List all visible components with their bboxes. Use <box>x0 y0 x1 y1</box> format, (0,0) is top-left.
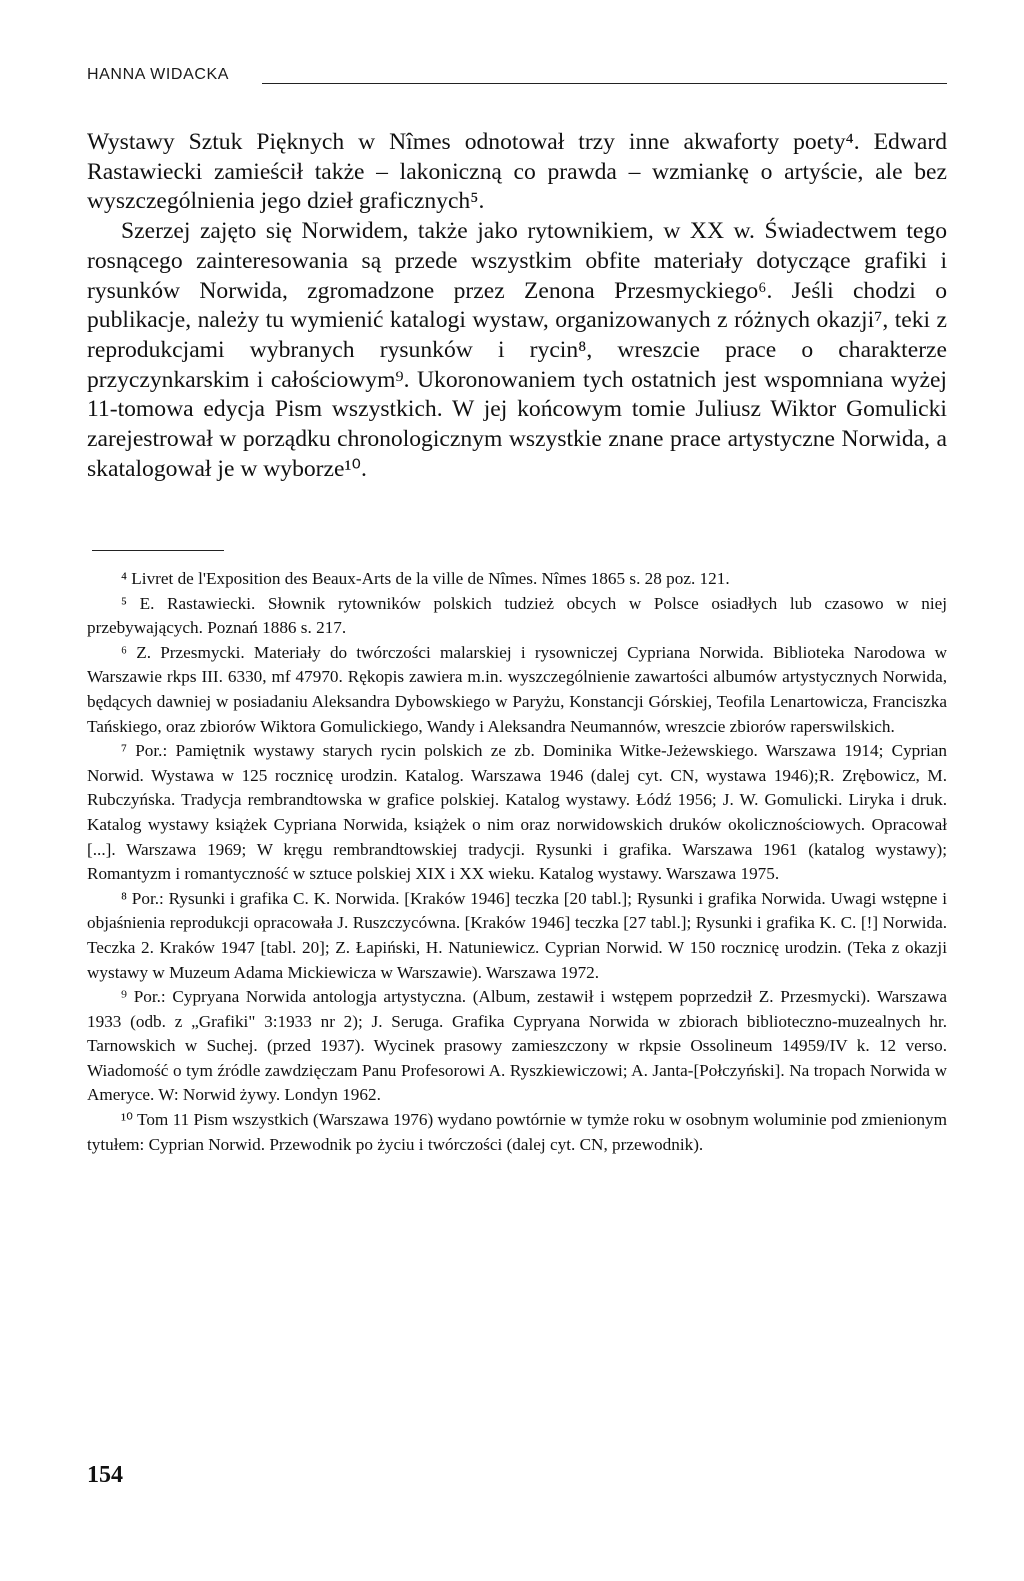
running-head-author: HANNA WIDACKA <box>87 66 230 83</box>
footnote-5: ⁵ E. Rastawiecki. Słownik rytowników polskich tudzież obcych w Polsce osiadłych lub czasowo w niej przebywających. Poznań 1886 s. 217. <box>87 593 947 638</box>
footnote-8: ⁸ Por.: Rysunki i grafika C. K. Norwida. [Kraków 1946] teczka [20 tabl.]; Rysunki i grafika Norwida. Uwagi wstępne i objaśnienia reprodukcji opracowała J. Ruszczycówna. [Kraków 1946] teczka [27 tabl.]; Rysunki i grafika K. C. [!] Norwida. Teczka 2. Kraków 1947 [tabl. 20]; Z. Łapiński, H. Natuniewicz. Cyprian Norwid. W 150 rocznicę urodzin. (Teka z okazji wystawy w Muzeum Adama Mickiewicza w Warszawie). Warszawa 1972. <box>87 888 947 982</box>
footnote-4: ⁴ Livret de l'Exposition des Beaux-Arts de la ville de Nîmes. Nîmes 1865 s. 28 poz. 121. <box>121 569 730 588</box>
footnote-6: ⁶ Z. Przesmycki. Materiały do twórczości malarskiej i rysowniczej Cypriana Norwida. Biblioteka Narodowa w Warszawie rkps III. 6330, mf 47970. Rękopis zawiera m.in. wyszczególnienie zawartości albumów artystycznych Norwida, będących dawniej w posiadaniu Aleksandra Dybowskiego w Paryżu, Konstancji Górskiej, Teofila Lenartowicza, Franciszka Tańskiego, oraz zbiorów Wiktora Gomulickiego, Wandy i Aleksandra Neumannów, wreszcie zbiorów raperswilskich. <box>87 642 947 736</box>
footnote-7: ⁷ Por.: Pamiętnik wystawy starych rycin polskich ze zb. Dominika Witke-Jeżewskiego. Warszawa 1914; Cyprian Norwid. Wystawa w 125 rocznicę urodzin. Katalog. Warszawa 1946 (dalej cyt. CN, wystawa 1946);R. Zrębowicz, M. Rubczyńska. Tradycja rembrandtowska w grafice polskiej. Katalog wystawy. Łódź 1956; J. W. Gomulicki. Liryka i druk. Katalog wystawy książek Cypriana Norwida, książek o nim oraz norwidowskich druków okolicznościowych. Opracował [...]. Warszawa 1969; W kręgu rembrandtowskiej tradycji. Rysunki i grafika. Warszawa 1961 (katalog wystawy); Romantyzm i romantyczność w sztuce polskiej XIX i XX wieku. Katalog wystawy. Warszawa 1975. <box>87 741 947 884</box>
main-text <box>87 128 947 484</box>
main-paragraph-1: Wystawy Sztuk Pięknych w Nîmes odnotował trzy inne akwaforty poety⁴. Edward Rastawiecki zamieścił także – lakoniczną co prawda – wzmiankę o artyście, ale bez wyszczególnienia jego dzieł graficznych⁵. <box>87 129 947 215</box>
footnote-9: ⁹ Por.: Cypryana Norwida antologja artystyczna. (Album, zestawił i wstępem poprzedził Z. Przesmycki). Warszawa 1933 (odb. z „Grafiki" 3:1933 nr 2); J. Seruga. Grafika Cypryana Norwida w zbiorach biblioteczno-muzealnych hr. Tarnowskich w Suchej. (przed 1937). Wycinek prasowy zamieszczony w rkpsie Ossolineum 14959/IV k. 12 verso. Wiadomość o tym źródle zawdzięczam Panu Profesorowi A. Ryszkiewiczowi; A. Janta-[Połczyński]. Na tropach Norwida w Ameryce. W: Norwid żywy. Londyn 1962. <box>87 987 947 1105</box>
running-header <box>87 66 947 90</box>
main-paragraph-2: Szerzej zajęto się Norwidem, także jako rytownikiem, w XX w. Świadectwem tego rosnącego zainteresowania są przede wszystkim obfite materiały dotyczące grafiki i rysunków Norwida, zgromadzone przez Zenona Przesmyckiego⁶. Jeśli chodzi o publikacje, należy tu wymienić katalogi wystaw, organizowanych z różnych okazji⁷, teki z reprodukcjami wybranych rysunków i rycin⁸, wreszcie prace o charakterze przyczynkarskim i całościowym⁹. Ukoronowaniem tych ostatnich jest wspomniana wyżej 11-tomowa edycja Pism wszystkich. W jej końcowym tomie Juliusz Wiktor Gomulicki zarejestrował w porządku chronologicznym wszystkie znane prace artystyczne Norwida, a skatalogował je w wyborze¹⁰. <box>87 218 947 482</box>
page-number: 154 <box>87 1462 123 1488</box>
header-rule <box>262 83 947 84</box>
footnotes <box>87 567 947 1157</box>
footnote-10: ¹⁰ Tom 11 Pism wszystkich (Warszawa 1976) wydano powtórnie w tymże roku w osobnym woluminie pod zmienionym tytułem: Cyprian Norwid. Przewodnik po życiu i twórczości (dalej cyt. CN, przewodnik). <box>87 1110 947 1154</box>
footnote-separator <box>92 550 224 551</box>
